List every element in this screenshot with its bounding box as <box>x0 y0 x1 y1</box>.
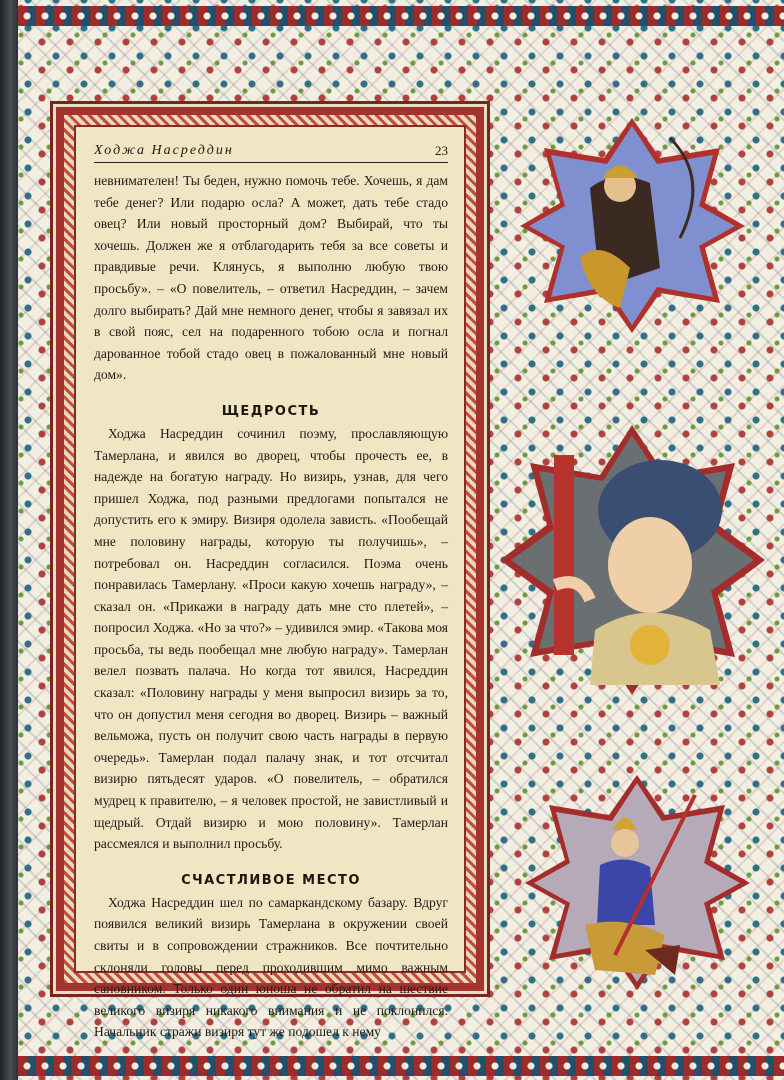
warrior-miniature-icon <box>525 775 750 990</box>
section-title-generosity: ЩЕДРОСТЬ <box>221 403 321 419</box>
section-title-lucky-place: СЧАСТЛИВОЕ МЕСТО <box>181 872 361 888</box>
running-title: Ходжа Насреддин <box>94 143 234 158</box>
intro-paragraph: невнимателен! Ты беден, нужно помочь тебе. Хочешь, я дам тебе денег? Или подарю осла? А может, дать тебе стадо овец? Или новый просторный дом? Выбирай, что ты хочешь. Должен же я отблагодарить тебя за все советы и правдивые речи. Клянусь, я выполню любую твою просьбу». – «О повелитель, – ответил Насреддин, – зачем долго выбирать? Дай мне немного денег, чтобы я завязал их в свой пояс, сел на подаренного тобою осла и погнал дарованное тобой стадо овец в пожалованный мне новый дом». <box>94 173 448 383</box>
lucky-place-paragraph: Ходжа Насреддин шел по самаркандскому базару. Вдруг появился великий визирь Тамерлана в окружении своей свиты и в сопровождении стражников. Все почтительно склоняли головы перед проходившим мимо важным сановником. Только один юноша не обратил на шествие великого визиря никакого внимания и не поклонился. Начальник стражи визиря тут же подошел к нему <box>94 894 448 1040</box>
page-number: 23 <box>435 143 448 158</box>
book-spine <box>0 0 18 1080</box>
text-panel <box>74 125 466 1040</box>
generosity-paragraph: Ходжа Насреддин сочинил поэму, прославляющую Тамерлана, и явился во дворец, чтобы прочесть ее, в надежде на богатую награду. Но визирь, узнав, для чего пришел Ходжа, под разными предлогами попытался не допустить его к эмиру. Визиря одолела зависть. «Пообещай мне половину награды, которую ты получишь», – потребовал он. Насреддин согласился. Поэма очень понравилась Тамерлану. «Проси какую хочешь награду», – сказал он. «Прикажи в награду дать мне сто плетей», – попросил Ходжа. «Но за что?» – удивился эмир. «Такова моя просьба, ты ведь пообещал мне любую награду». Тамерлан велел позвать палача. Но когда тот явился, Насреддин сказал: «Половину награды у меня выпросил визирь за то, что он допустил меня сегодня во дворец. Визирь – важный вельможа, пусть он получит свою часть награды в первую очередь». Тамерлан подал палачу знак, и тот отсчитал визирю пятьдесят ударов. «О повелитель, – обратился мудрец к правителю, – я человек простой, не завистливый и щедрый. Отдай визирю и мою половину». Тамерлан рассмеялся и выполнил просьбу. <box>94 425 448 852</box>
archer-miniature-icon <box>520 118 745 333</box>
youth-portrait-miniature-icon <box>500 425 765 695</box>
running-header <box>94 137 448 163</box>
text-frame <box>56 107 484 1040</box>
bottom-ornament-band <box>18 1056 784 1076</box>
top-ornament-band <box>18 6 784 26</box>
